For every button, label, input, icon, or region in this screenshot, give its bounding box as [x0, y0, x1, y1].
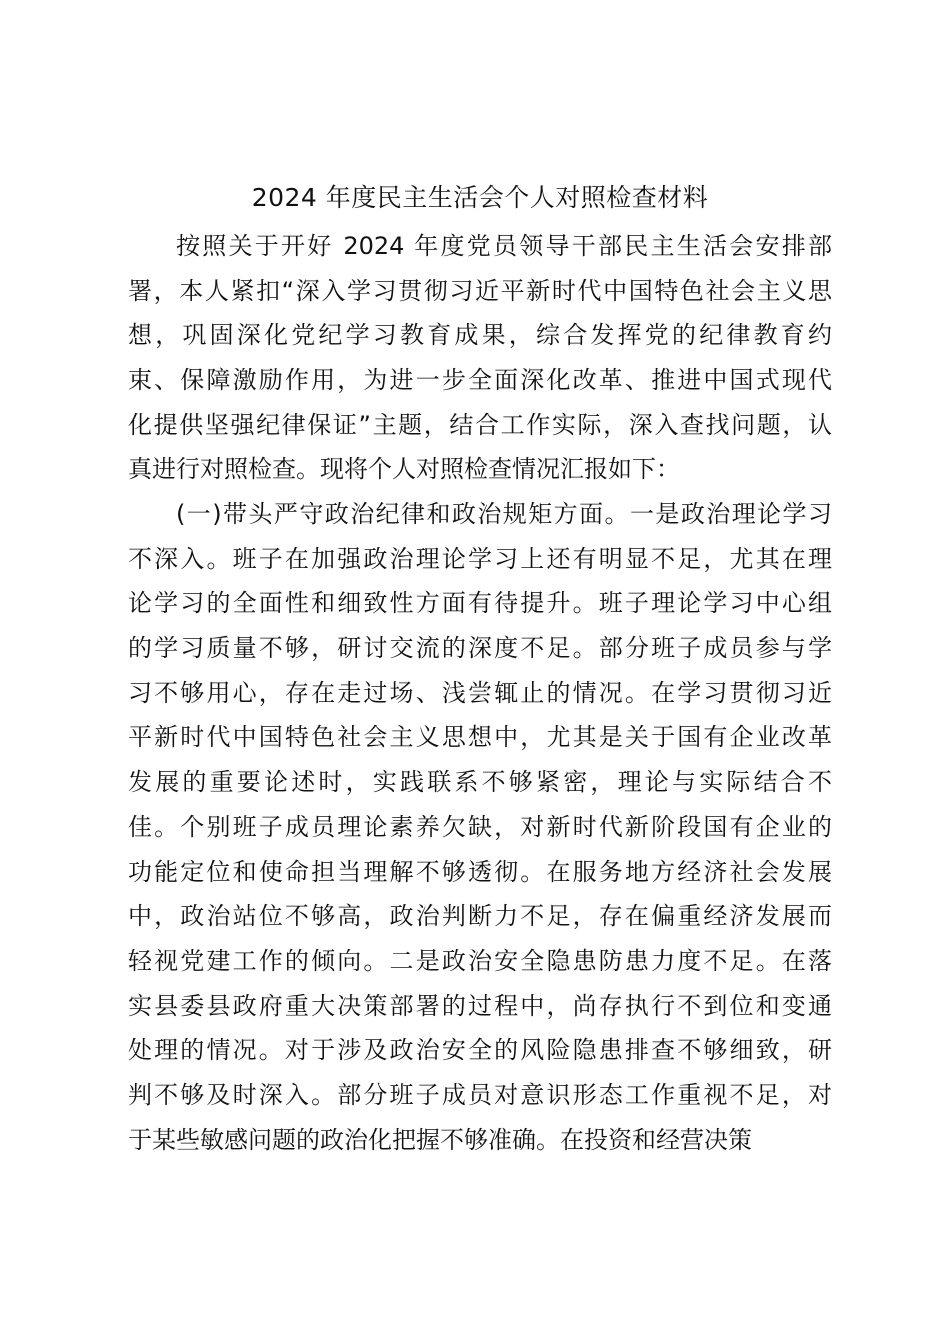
paragraph-line: 功能定位和使命担当理解不够透彻。在服务地方经济社会发展 [128, 857, 832, 886]
paragraph-intro [128, 224, 832, 492]
document-title: 2024 年度民主生活会个人对照检查材料 [251, 183, 709, 212]
paragraph-line: 轻视党建工作的倾向。二是政治安全隐患防患力度不足。在落 [128, 946, 832, 975]
paragraph-line: 论学习的全面性和细致性方面有待提升。班子理论学习中心组 [128, 589, 832, 618]
paragraph-line: 判不够及时深入。部分班子成员对意识形态工作重视不足，对 [128, 1080, 832, 1109]
paragraph-line: 想，巩固深化党纪学习教育成果，综合发挥党的纪律教育约 [128, 321, 832, 350]
paragraph-line: 化提供坚强纪律保证”主题，结合工作实际，深入查找问题，认 [128, 410, 832, 439]
paragraph-line: 实县委县政府重大决策部署的过程中，尚存执行不到位和变通 [128, 991, 832, 1020]
paragraph-section-1 [128, 492, 832, 1162]
paragraph-line: (一)带头严守政治纪律和政治规矩方面。一是政治理论学习 [176, 500, 832, 528]
paragraph-line: 束、保障激励作用，为进一步全面深化改革、推进中国式现代 [128, 366, 832, 395]
paragraph-line: 真进行对照检查。现将个人对照检查情况汇报如下： [128, 455, 680, 484]
paragraph-line: 署，本人紧扣“深入学习贯彻习近平新时代中国特色社会主义思 [128, 276, 832, 305]
paragraph-line: 的学习质量不够，研讨交流的深度不足。部分班子成员参与学 [128, 634, 832, 663]
paragraph-line: 佳。个别班子成员理论素养欠缺，对新时代新阶段国有企业的 [128, 812, 832, 841]
paragraph-line: 习不够用心，存在走过场、浅尝辄止的情况。在学习贯彻习近 [128, 678, 832, 707]
paragraph-line: 平新时代中国特色社会主义思想中，尤其是关于国有企业改革 [128, 723, 832, 752]
paragraph-line: 处理的情况。对于涉及政治安全的风险隐患排查不够细致，研 [128, 1036, 832, 1065]
paragraph-line: 按照关于开好 2024 年度党员领导干部民主生活会安排部 [176, 232, 832, 260]
paragraph-line: 发展的重要论述时，实践联系不够紧密，理论与实际结合不 [128, 768, 832, 797]
paragraph-line: 不深入。班子在加强政治理论学习上还有明显不足，尤其在理 [128, 544, 832, 573]
paragraph-line: 于某些敏感问题的政治化把握不够准确。在投资和经营决策 [128, 1125, 752, 1154]
paragraph-line: 中，政治站位不够高，政治判断力不足，存在偏重经济发展而 [128, 902, 832, 931]
